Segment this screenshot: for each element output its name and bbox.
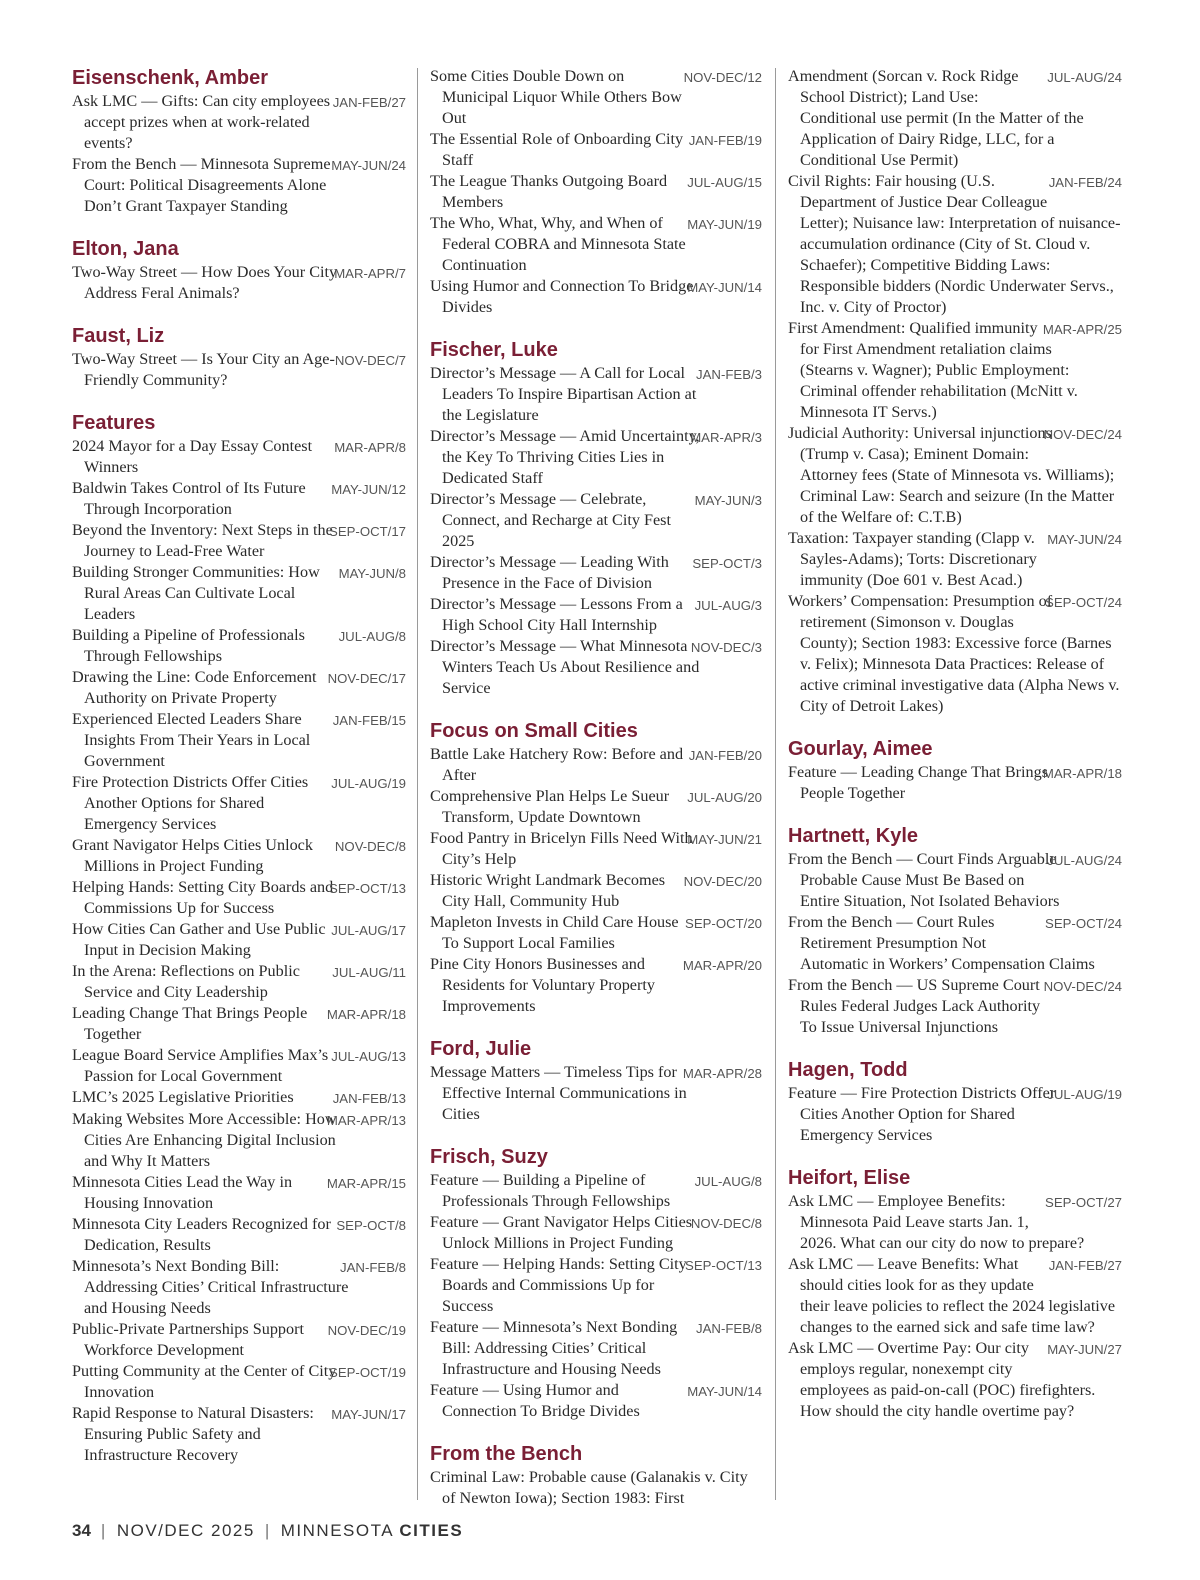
entry-title: Some Cities Double Down on Municipal Liquor While Others Bow Out [430,67,682,127]
index-entry [430,744,762,786]
entry-title: Message Matters — Timeless Tips for Effective Internal Communications in Cities [430,1063,687,1123]
issue-page-ref: JAN-FEB/8 [706,1318,762,1339]
entry-title: Comprehensive Plan Helps Le Sueur Transform, Update Downtown [430,787,670,826]
index-entry [72,1109,406,1172]
index-section [788,1058,1122,1146]
entry-title: Director’s Message — Leading With Presence in the Face of Division [430,553,669,592]
index-entry [430,828,762,870]
index-entry [430,1317,762,1380]
entry-title: League Board Service Amplifies Max’s Passion for Local Government [72,1046,329,1085]
entry-title: Public-Private Partnerships Support Workforce Development [72,1320,304,1359]
section-heading: Fischer, Luke [430,339,558,361]
issue-page-ref: JAN-FEB/24 [1059,172,1122,193]
issue-page-ref: MAY-JUN/21 [697,829,762,850]
index-entry [430,912,762,954]
index-entry [788,912,1122,975]
issue-page-ref: SEP-OCT/13 [339,878,406,899]
index-entry [72,1172,406,1214]
issue-page-ref: MAR-APR/13 [337,1110,406,1131]
issue-page-ref: JUL-AUG/3 [705,595,762,616]
issue-date: NOV/DEC 2025 [116,1521,255,1540]
entry-title: Criminal Law: Probable cause (Galanakis v. City of Newton Iowa); Section 1983: First [430,1468,748,1507]
entry-title: Pine City Honors Businesses and Residents for Voluntary Property Improvements [430,955,655,1015]
index-entry [72,877,406,919]
issue-page-ref: SEP-OCT/8 [346,1215,406,1236]
index-entry [72,478,406,520]
entry-title: Building Stronger Communities: How Rural Areas Can Cultivate Local Leaders [72,563,320,623]
index-section [430,338,762,699]
index-entry [430,129,762,171]
entry-title: Taxation: Taxpayer standing (Clapp v. Sayles-Adams); Torts: Discretionary immunity (Doe 601 v. Best Acad.) [788,529,1037,589]
issue-page-ref: MAR-APR/7 [344,263,406,284]
entry-title: Two-Way Street — How Does Your City Address Feral Animals? [72,263,338,302]
issue-page-ref: SEP-OCT/24 [1055,592,1122,613]
issue-page-ref: NOV-DEC/8 [701,1213,762,1234]
issue-page-ref: JUL-AUG/19 [1057,1084,1122,1105]
entry-title: Director’s Message — Lessons From a High School City Hall Internship [430,595,683,634]
entry-title: Feature — Using Humor and Connection To Bridge Divides [430,1381,640,1420]
entry-title: Ask LMC — Gifts: Can city employees accept prizes when at work-related events? [72,92,331,152]
index-column-1 [72,66,406,1486]
index-entry [788,66,1122,171]
entry-title: Two-Way Street — Is Your City an Age-Friendly Community? [72,350,335,389]
issue-page-ref: JUL-AUG/8 [349,626,406,647]
entry-title: From the Bench — Minnesota Supreme Court: Political Disagreements Alone Don’t Grant Taxpayer Standing [72,155,331,215]
entry-title: Minnesota’s Next Bonding Bill: Addressing Cities’ Critical Infrastructure and Housing Needs [72,1257,349,1317]
issue-page-ref: MAY-JUN/24 [341,155,406,176]
issue-page-ref: SEP-OCT/24 [1055,913,1122,934]
issue-page-ref: MAY-JUN/17 [341,1404,406,1425]
entry-title: Workers’ Compensation: Presumption of retirement (Simonson v. Douglas County); Section 1983: Excessive force (Barnes v. Felix); Minnesota Data Practices: Release of active criminal investigative data (Alpha News v. City of Detroit Lakes) [788,592,1120,715]
issue-page-ref: JUL-AUG/24 [1057,850,1122,871]
magazine-name-a: MINNESOTA [280,1521,394,1540]
issue-page-ref: MAR-APR/18 [337,1004,406,1025]
index-section [72,237,406,304]
issue-page-ref: MAY-JUN/19 [697,214,762,235]
index-section [788,1166,1122,1422]
index-section [72,324,406,391]
section-heading: Elton, Jana [72,238,179,260]
index-entry [430,1380,762,1422]
index-entry [430,870,762,912]
issue-page-ref: MAY-JUN/8 [349,563,406,584]
entry-title: Fire Protection Districts Offer Cities Another Options for Shared Emergency Services [72,773,309,833]
index-section [72,411,406,1466]
section-heading: Faust, Liz [72,325,165,347]
entry-title: Director’s Message — A Call for Local Leaders To Inspire Bipartisan Action at the Legislature [430,364,697,424]
issue-page-ref: JUL-AUG/15 [697,172,762,193]
index-entry [430,1212,762,1254]
index-section [430,719,762,1017]
index-entry [72,436,406,478]
index-entry [72,1256,406,1319]
entry-title: Director’s Message — Celebrate, Connect, and Recharge at City Fest 2025 [430,490,671,550]
issue-page-ref: NOV-DEC/8 [345,836,406,857]
entry-title: Rapid Response to Natural Disasters: Ensuring Public Safety and Infrastructure Recovery [72,1404,314,1464]
index-entry [788,1083,1122,1146]
index-entry [788,975,1122,1038]
column-divider [417,68,418,1500]
entry-title: Making Websites More Accessible: How Cities Are Enhancing Digital Inclusion and Why It Matters [72,1110,337,1170]
index-section [72,66,406,217]
entry-title: Using Humor and Connection To Bridge Divides [430,277,694,316]
index-entry [72,1361,406,1403]
entry-title: In the Arena: Reflections on Public Service and City Leadership [72,962,300,1001]
entry-title: Judicial Authority: Universal injunctions (Trump v. Casa); Eminent Domain: Attorney fees (State of Minnesota vs. Williams); Criminal Law: Search and seizure (In the Matter of the Welfare of: C.T.B) [788,424,1115,526]
issue-page-ref: JUL-AUG/20 [697,787,762,808]
issue-page-ref: JUL-AUG/19 [341,773,406,794]
entry-title: Director’s Message — Amid Uncertainty, the Key To Thriving Cities Lies in Dedicated Staff [430,427,700,487]
index-entry [430,1062,762,1125]
issue-page-ref: MAR-APR/20 [693,955,762,976]
issue-page-ref: MAY-JUN/14 [697,1381,762,1402]
entry-title: Ask LMC — Leave Benefits: What should cities look for as they update their leave policies to reflect the 2024 legislative changes to the earned sick and safe time law? [788,1255,1116,1336]
issue-page-ref: JAN-FEB/20 [699,745,762,766]
index-entry [430,363,762,426]
index-entry [788,1191,1122,1254]
entry-title: LMC’s 2025 Legislative Priorities [72,1088,294,1106]
index-entry [788,528,1122,591]
index-entry [72,154,406,217]
index-column-2 [430,66,762,1529]
entry-title: The Who, What, Why, and When of Federal COBRA and Minnesota State Continuation [430,214,686,274]
entry-title: Leading Change That Brings People Together [72,1004,308,1043]
entry-title: Putting Community at the Center of City Innovation [72,1362,337,1401]
issue-page-ref: NOV-DEC/3 [701,637,762,658]
issue-page-ref: NOV-DEC/7 [345,350,406,371]
issue-page-ref: MAR-APR/15 [337,1173,406,1194]
issue-page-ref: SEP-OCT/3 [702,553,762,574]
index-entry [788,1338,1122,1422]
index-section [430,1442,762,1509]
issue-page-ref: JUL-AUG/24 [1057,67,1122,88]
section-heading: Heifort, Elise [788,1167,911,1189]
entry-title: Mapleton Invests in Child Care House To Support Local Families [430,913,679,952]
entry-title: 2024 Mayor for a Day Essay Contest Winners [72,437,313,476]
entry-title: From the Bench — Court Finds Arguable Probable Cause Must Be Based on Entire Situation, Not Isolated Behaviors [788,850,1060,910]
issue-page-ref: MAY-JUN/24 [1057,529,1122,550]
index-section [430,1145,762,1422]
issue-page-ref: MAR-APR/25 [1053,319,1122,340]
section-heading: Eisenschenk, Amber [72,67,269,89]
issue-page-ref: JAN-FEB/15 [343,710,406,731]
issue-page-ref: JAN-FEB/19 [699,130,762,151]
issue-page-ref: JAN-FEB/8 [350,1257,406,1278]
entry-title: Feature — Fire Protection Districts Offer Cities Another Option for Shared Emergency Services [788,1084,1056,1144]
issue-page-ref: NOV-DEC/19 [338,1320,406,1341]
entry-title: Beyond the Inventory: Next Steps in the Journey to Lead-Free Water [72,521,333,560]
index-entry [430,171,762,213]
magazine-name-b: CITIES [399,1521,464,1540]
index-entry [72,520,406,562]
index-entry [788,318,1122,423]
index-entry [72,961,406,1003]
section-heading: Hagen, Todd [788,1059,908,1081]
column-divider [775,68,776,1500]
index-column-3 [788,66,1122,1442]
index-entry [430,552,762,594]
entry-title: First Amendment: Qualified immunity for First Amendment retaliation claims (Stearns v. Wagner); Public Employment: Criminal offender rehabilitation (McNitt v. Minnesota IT Servs.) [788,319,1078,421]
index-entry [430,1467,762,1509]
index-entry [72,562,406,625]
issue-page-ref: JAN-FEB/27 [343,92,406,113]
index-section [430,66,762,318]
index-entry [72,835,406,877]
index-entry [788,171,1122,318]
issue-page-ref: SEP-OCT/19 [339,1362,406,1383]
issue-page-ref: SEP-OCT/13 [695,1255,762,1276]
entry-title: From the Bench — Court Rules Retirement Presumption Not Automatic in Workers’ Compensation Claims [788,913,1095,973]
entry-title: Food Pantry in Bricelyn Fills Need With City’s Help [430,829,693,868]
page-footer [72,1521,463,1541]
issue-page-ref: MAY-JUN/27 [1057,1339,1122,1360]
entry-title: Experienced Elected Leaders Share Insights From Their Years in Local Government [72,710,311,770]
index-entry [72,1214,406,1256]
issue-page-ref: NOV-DEC/20 [694,871,762,892]
index-entry [72,262,406,304]
index-entry [72,709,406,772]
issue-page-ref: JAN-FEB/27 [1059,1255,1122,1276]
issue-page-ref: JAN-FEB/13 [343,1088,406,1109]
section-heading: Ford, Julie [430,1038,532,1060]
index-entry [430,276,762,318]
issue-page-ref: MAR-APR/18 [1053,763,1122,784]
entry-title: Historic Wright Landmark Becomes City Hall, Community Hub [430,871,666,910]
section-heading: From the Bench [430,1443,583,1465]
footer-separator: | [264,1521,271,1540]
index-entry [72,919,406,961]
index-entry [788,762,1122,804]
issue-page-ref: MAR-APR/3 [700,427,762,448]
section-heading: Focus on Small Cities [430,720,638,742]
index-entry [72,625,406,667]
index-entry [72,772,406,835]
index-entry [430,426,762,489]
entry-title: Feature — Helping Hands: Setting City Boards and Commissions Up for Success [430,1255,687,1315]
index-entry [788,1254,1122,1338]
index-entry [72,1045,406,1087]
index-section [430,1037,762,1125]
entry-title: Building a Pipeline of Professionals Through Fellowships [72,626,305,665]
issue-page-ref: NOV-DEC/12 [694,67,762,88]
index-entry [72,1403,406,1466]
issue-page-ref: NOV-DEC/24 [1054,424,1122,445]
issue-page-ref: NOV-DEC/17 [338,668,406,689]
section-heading: Gourlay, Aimee [788,738,933,760]
issue-page-ref: JUL-AUG/11 [342,962,406,983]
entry-title: Feature — Grant Navigator Helps Cities Unlock Millions in Project Funding [430,1213,693,1252]
index-entry [788,423,1122,528]
index-section [788,824,1122,1038]
entry-title: Minnesota City Leaders Recognized for Dedication, Results [72,1215,331,1254]
entry-title: Ask LMC — Overtime Pay: Our city employs regular, nonexempt city employees as paid-on-call (POC) firefighters. How should the city handle overtime pay? [788,1339,1096,1420]
entry-title: Drawing the Line: Code Enforcement Authority on Private Property [72,668,317,707]
index-entry [430,1254,762,1317]
issue-page-ref: MAR-APR/28 [693,1063,762,1084]
entry-title: Baldwin Takes Control of Its Future Through Incorporation [72,479,306,518]
entry-title: How Cities Can Gather and Use Public Input in Decision Making [72,920,326,959]
index-entry [430,954,762,1017]
index-entry [430,66,762,129]
issue-page-ref: SEP-OCT/17 [339,521,406,542]
entry-title: Feature — Minnesota’s Next Bonding Bill: Addressing Cities’ Critical Infrastructure and Housing Needs [430,1318,678,1378]
entry-title: Grant Navigator Helps Cities Unlock Millions in Project Funding [72,836,313,875]
footer-separator: | [100,1521,107,1540]
index-entry [788,591,1122,717]
index-entry [72,667,406,709]
index-entry [430,786,762,828]
issue-page-ref: NOV-DEC/24 [1054,976,1122,997]
issue-page-ref: SEP-OCT/20 [695,913,762,934]
entry-title: Ask LMC — Employee Benefits: Minnesota Paid Leave starts Jan. 1, 2026. What can our city do now to prepare? [788,1192,1085,1252]
index-entry [430,636,762,699]
index-entry [788,849,1122,912]
index-entry [72,1319,406,1361]
index-entry [72,91,406,154]
issue-page-ref: MAR-APR/8 [344,437,406,458]
entry-title: The League Thanks Outgoing Board Members [430,172,668,211]
entry-title: Amendment (Sorcan v. Rock Ridge School District); Land Use: Conditional use permit (In the Matter of the Application of Dairy Ridge, LLC, for a Conditional Use Permit) [788,67,1084,169]
section-heading: Frisch, Suzy [430,1146,548,1168]
index-section [788,66,1122,717]
index-entry [430,1170,762,1212]
index-entry [430,213,762,276]
issue-page-ref: JUL-AUG/13 [341,1046,406,1067]
section-heading: Features [72,412,156,434]
section-heading: Hartnett, Kyle [788,825,919,847]
issue-page-ref: JUL-AUG/17 [341,920,406,941]
entry-title: From the Bench — US Supreme Court Rules Federal Judges Lack Authority To Issue Universal Injunctions [788,976,1041,1036]
entry-title: Helping Hands: Setting City Boards and Commissions Up for Success [72,878,334,917]
entry-title: The Essential Role of Onboarding City Staff [430,130,684,169]
index-entry [430,489,762,552]
entry-title: Minnesota Cities Lead the Way in Housing Innovation [72,1173,293,1212]
entry-title: Director’s Message — What Minnesota Winters Teach Us About Resilience and Service [430,637,700,697]
index-entry [72,1003,406,1045]
entry-title: Civil Rights: Fair housing (U.S. Department of Justice Dear Colleague Letter); Nuisance law: Interpretation of nuisance-accumulation ordinance (City of St. Cloud v. Schaefer); Competitive Bidding Laws: Responsible bidders (Nordic Underwater Servs., Inc. v. City of Proctor) [788,172,1121,316]
index-section [788,737,1122,804]
issue-page-ref: JUL-AUG/8 [705,1171,762,1192]
entry-title: Feature — Building a Pipeline of Professionals Through Fellowships [430,1171,671,1210]
issue-page-ref: MAY-JUN/3 [705,490,762,511]
entry-title: Battle Lake Hatchery Row: Before and After [430,745,684,784]
issue-page-ref: JAN-FEB/3 [706,364,762,385]
index-entry [72,349,406,391]
index-entry [430,594,762,636]
page-number: 34 [72,1521,91,1540]
index-entry [72,1087,406,1109]
entry-title: Feature — Leading Change That Brings People Together [788,763,1048,802]
issue-page-ref: MAY-JUN/14 [697,277,762,298]
issue-page-ref: MAY-JUN/12 [341,479,406,500]
issue-page-ref: SEP-OCT/27 [1055,1192,1122,1213]
